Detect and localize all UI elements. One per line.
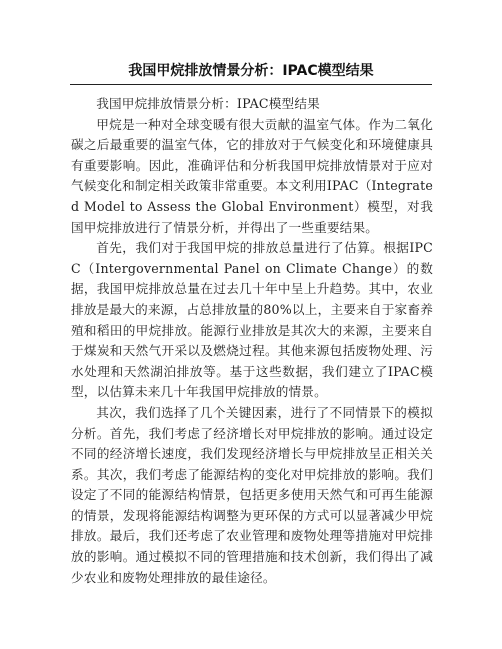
document-title: 我国甲烷排放情景分析：IPAC模型结果 (128, 63, 374, 79)
paragraph-emission-total: 首先，我们对于我国甲烷的排放总量进行了估算。根据IPCC（Intergovernmental Panel on Climate Change）的数据，我国甲烷排放总量在过去几十年中呈上升趋势。其中，农业排放是最大的来源，占总排放量的80%以上，主要来自于家畜养殖和稻田的甲烷排放。能源行业排放是其次大的来源，主要来自于煤炭和天然气开采以及燃烧过程。其他来源包括废物处理、污水处理和天然湖泊排放等。基于这些数据，我们建立了IPAC模型，以估算未来几十年我国甲烷排放的情景。 (71, 240, 433, 400)
paragraph-intro: 甲烷是一种对全球变暖有很大贡献的温室气体。作为二氧化碳之后最重要的温室气体，它的排放对于气候变化和环境健康具有重要影响。因此，准确评估和分析我国甲烷排放情景对于应对气候变化和制定相关政策非常重要。本文利用IPAC（Integrated Model to Assess the Global Environment）模型，对我国甲烷排放进行了情景分析，并得出了一些重要结果。 (71, 116, 433, 235)
paragraph-scenario-analysis: 其次，我们选择了几个关键因素，进行了不同情景下的模拟分析。首先，我们考虑了经济增长对甲烷排放的影响。通过设定不同的经济增长速度，我们发现经济增长与甲烷排放呈正相关关系。其次，我们考虑了能源结构的变化对甲烷排放的影响。我们设定了不同的能源结构情景，包括更多使用天然气和可再生能源的情景，发现将能源结构调整为更环保的方式可以显著减少甲烷排放。最后，我们还考虑了农业管理和废物处理等措施对甲烷排放的影响。通过模拟不同的管理措施和技术创新，我们得出了减少农业和废物处理排放的最佳途径。 (71, 404, 433, 585)
title-underline (70, 84, 432, 85)
document-body (71, 94, 433, 588)
paragraph-subtitle: 我国甲烷排放情景分析：IPAC模型结果 (96, 96, 320, 111)
